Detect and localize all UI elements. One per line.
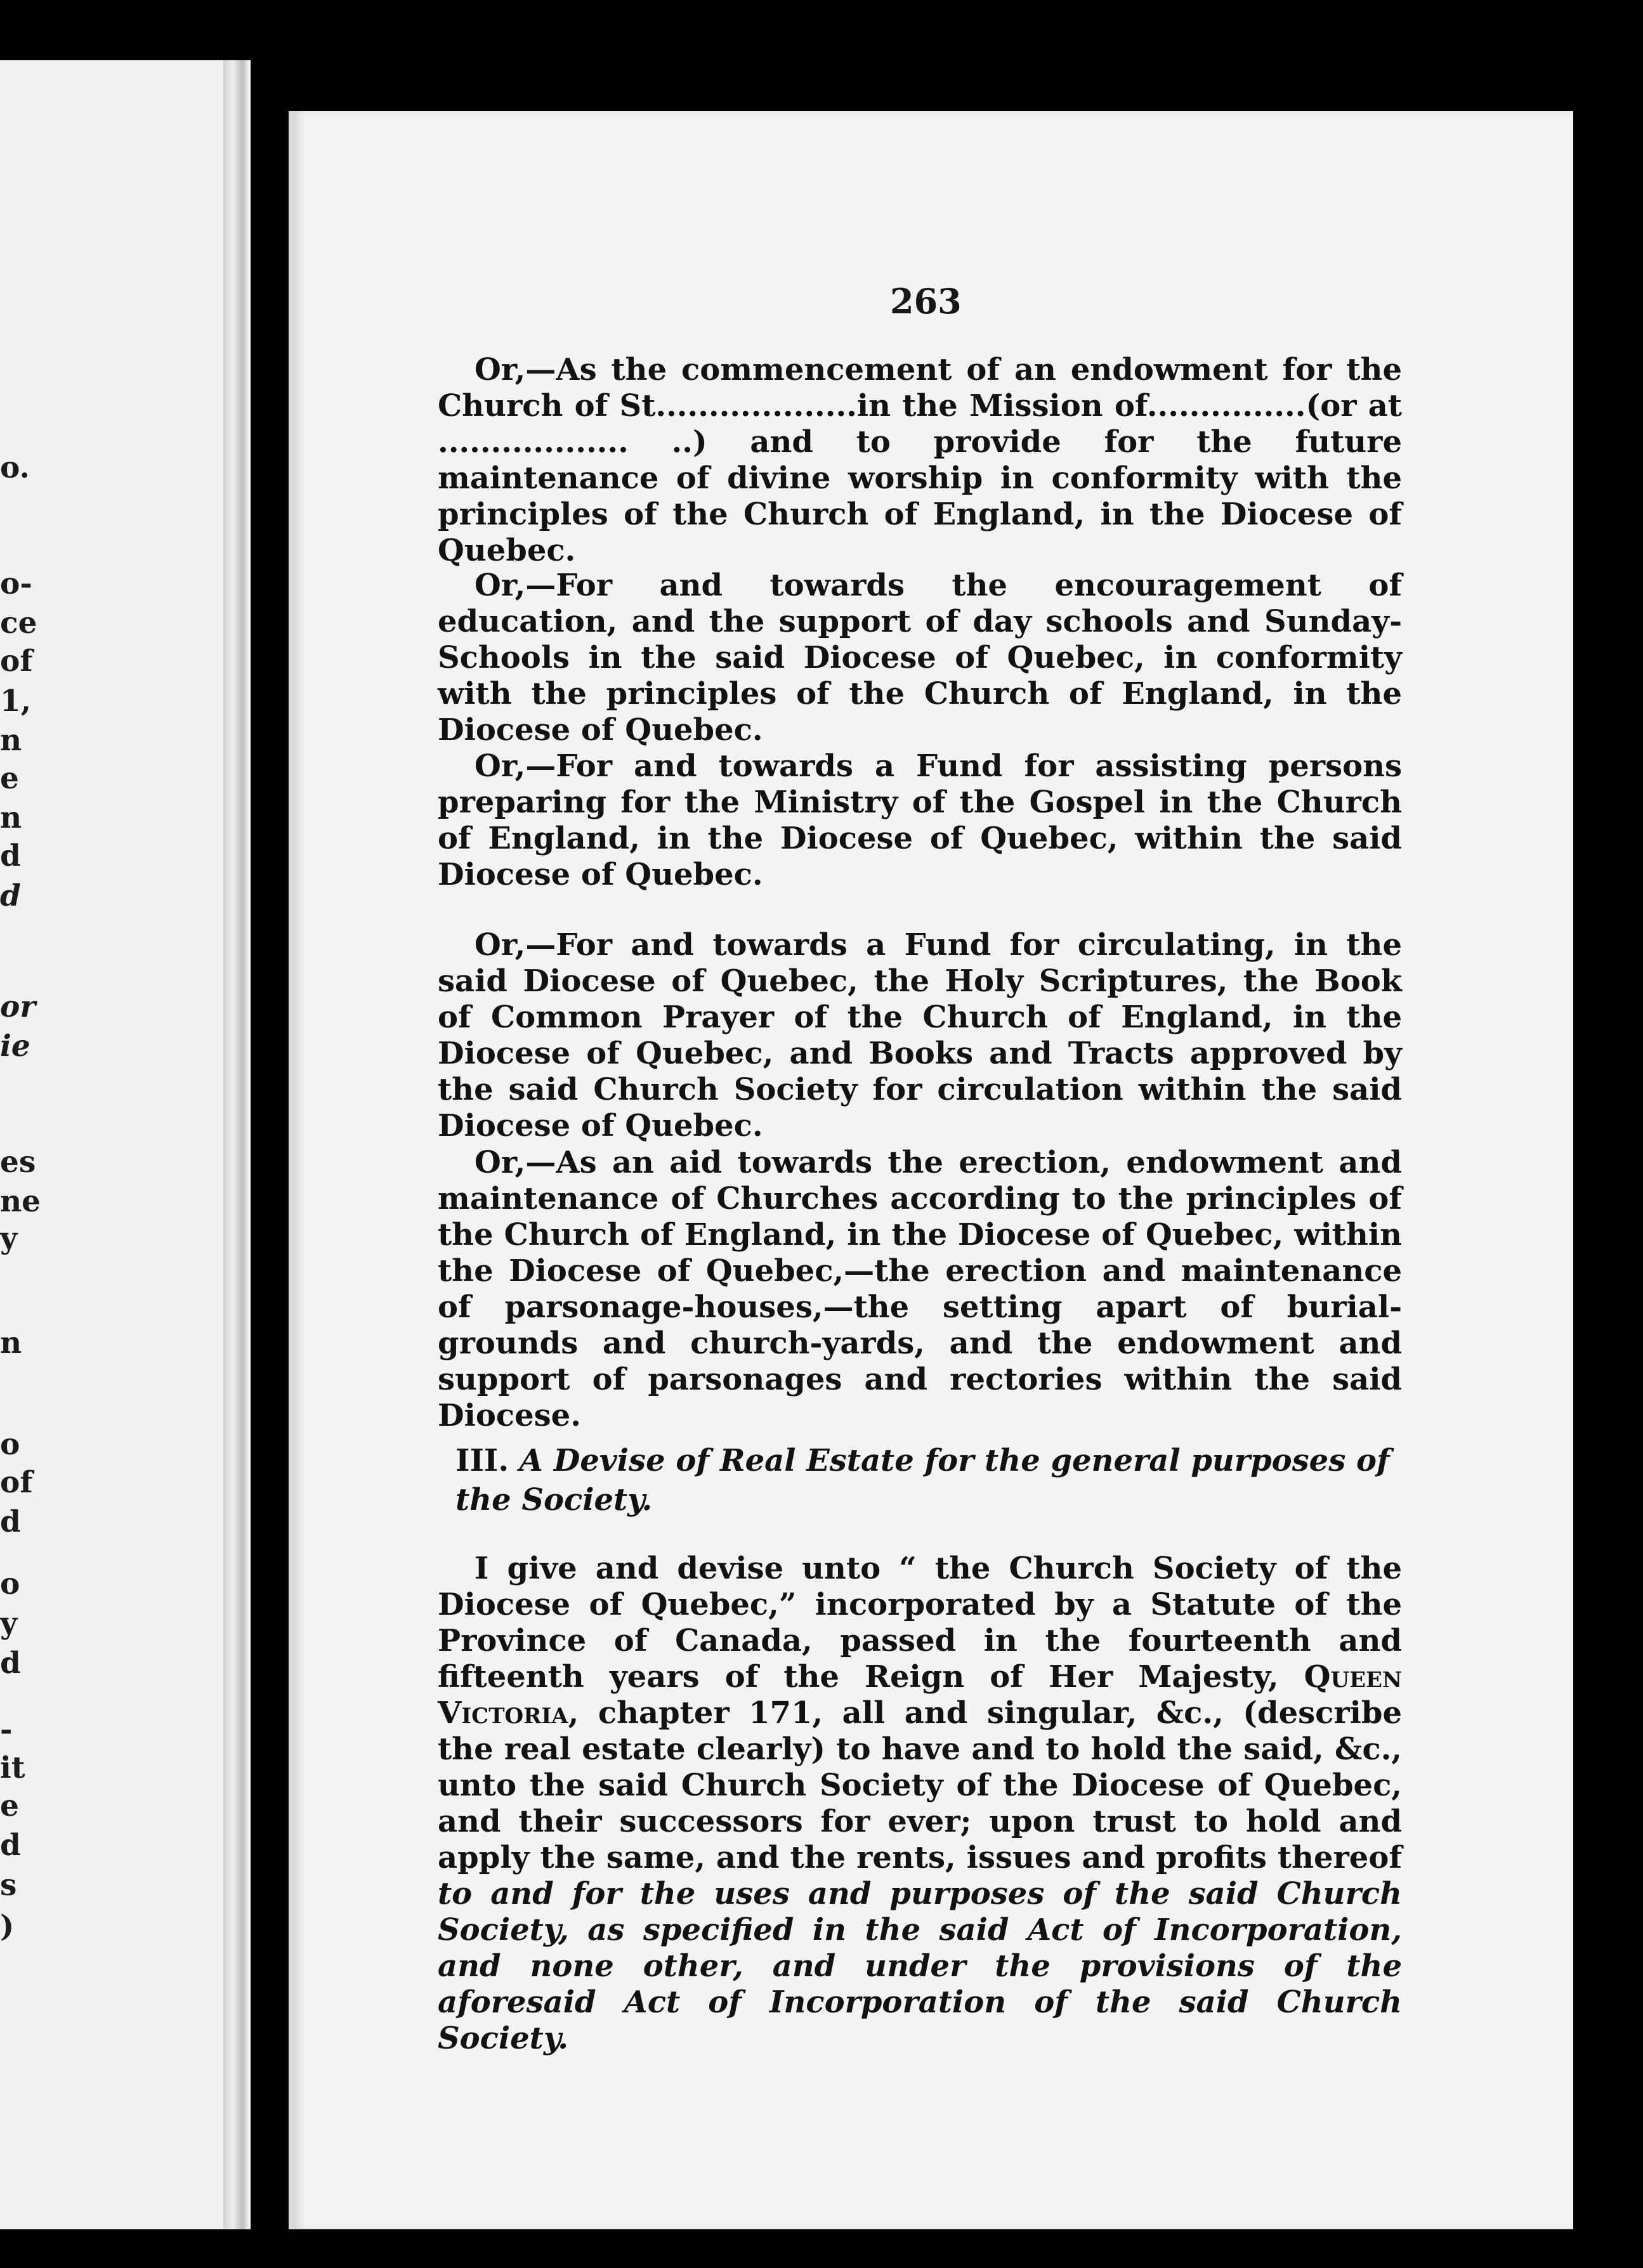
left-page-fragment: ne [0,1184,41,1219]
final-paragraph [438,1551,1402,2057]
paragraph-2: Or,—For and towards the encouragement of education, and the support of day schools and Sunday-Schools in the said Diocese of Quebec, in conformity with the principles of the Church of England, in the Diocese of Quebec. [438,568,1402,748]
final-paragraph-text-2: , chapter 171, all and singular, &c., (describe the real estate clearly) to have and to hold the said, &c., unto the said Church Society of the Diocese of Quebec, and their successors for ever; upon trust to hold and apply the same, and the rents, issues and profits thereof [438,1695,1402,1875]
left-page [0,60,251,2229]
section-heading [455,1441,1413,1520]
left-page-fragment: y [0,1606,18,1641]
left-page-fragment: ) [0,1909,15,1944]
left-page-fragment: d [0,1646,21,1681]
paragraph-5: Or,—As an aid towards the erection, endowment and maintenance of Churches according to the principles of the Church of England, in the Diocese of Quebec, within the Diocese of Quebec,—the erection and maintenance of parsonage-houses,—the setting apart of burial-grounds and church-yards, and the endowment and support of parsonages and rectories within the said Diocese. [438,1145,1402,1433]
left-page-fragment: y [0,1221,18,1256]
section-number: III. [455,1443,509,1478]
left-page-fragment: o [0,1427,20,1462]
left-page-fragment: es [0,1145,36,1180]
left-page-fragment: o. [0,450,30,485]
left-page-fragment: d [0,838,21,873]
left-page-fragment: e [0,761,19,796]
left-page-fragment: it [0,1750,25,1785]
paragraph-1: Or,—As the commencement of an endowment for the Church of St...................in the Mission of...............(or at .................. ..) and to provide for the future maintenance of divine worship in conformity with the principles of the Church of England, in the Diocese of Quebec. [438,352,1402,568]
left-page-fragment: - [0,1712,13,1747]
left-page-fragment: of [0,644,33,679]
page-number: 263 [890,281,962,322]
left-page-text-fragments [0,60,63,2229]
left-page-fragment: o- [0,566,32,601]
paragraph-3: Or,—For and towards a Fund for assisting persons preparing for the Ministry of the Gospel in the Church of England, in the Diocese of Quebec, within the said Diocese of Quebec. [438,748,1402,892]
left-page-fragment: e [0,1789,19,1823]
left-page-fragment: of [0,1465,33,1500]
left-page-fragment: or [0,989,36,1024]
page-binding [223,60,251,2229]
paragraph-4: Or,—For and towards a Fund for circulating, in the said Diocese of Quebec, the Holy Scriptures, the Book of Common Prayer of the Church of England, in the Diocese of Quebec, and Books and Tracts approved by the said Church Society for circulation within the said Diocese of Quebec. [438,927,1402,1144]
left-page-fragment: o [0,1567,20,1601]
final-paragraph-text-1: I give and devise unto “ the Church Society of the Diocese of Quebec,” incorporated by a Statute of the Province of Canada, passed in the fourteenth and fifteenth years of the Reign of Her Majesty, [438,1551,1402,1695]
section-title: A Devise of Real Estate for the general purposes of the Society. [455,1443,1390,1518]
left-page-fragment: n [0,1326,22,1360]
left-page-fragment: d [0,878,21,913]
queen-victoria: Queen Victoria [438,1659,1402,1731]
left-page-fragment: d [0,1504,21,1539]
left-page-fragment: ce [0,606,37,641]
page-edge [289,111,296,2229]
left-page-fragment: s [0,1868,17,1903]
left-page-fragment: 1, [0,684,32,719]
left-page-fragment: ie [0,1029,30,1064]
left-page-fragment: n [0,723,22,758]
final-paragraph-italic: to and for the uses and purposes of the said Church Society, as specified in the said Act of Incorporation, and none other, and under the provisions of the aforesaid Act of Incorporation of the said Church Society. [438,1876,1402,2056]
left-page-fragment: d [0,1828,21,1863]
left-page-fragment: n [0,800,22,835]
